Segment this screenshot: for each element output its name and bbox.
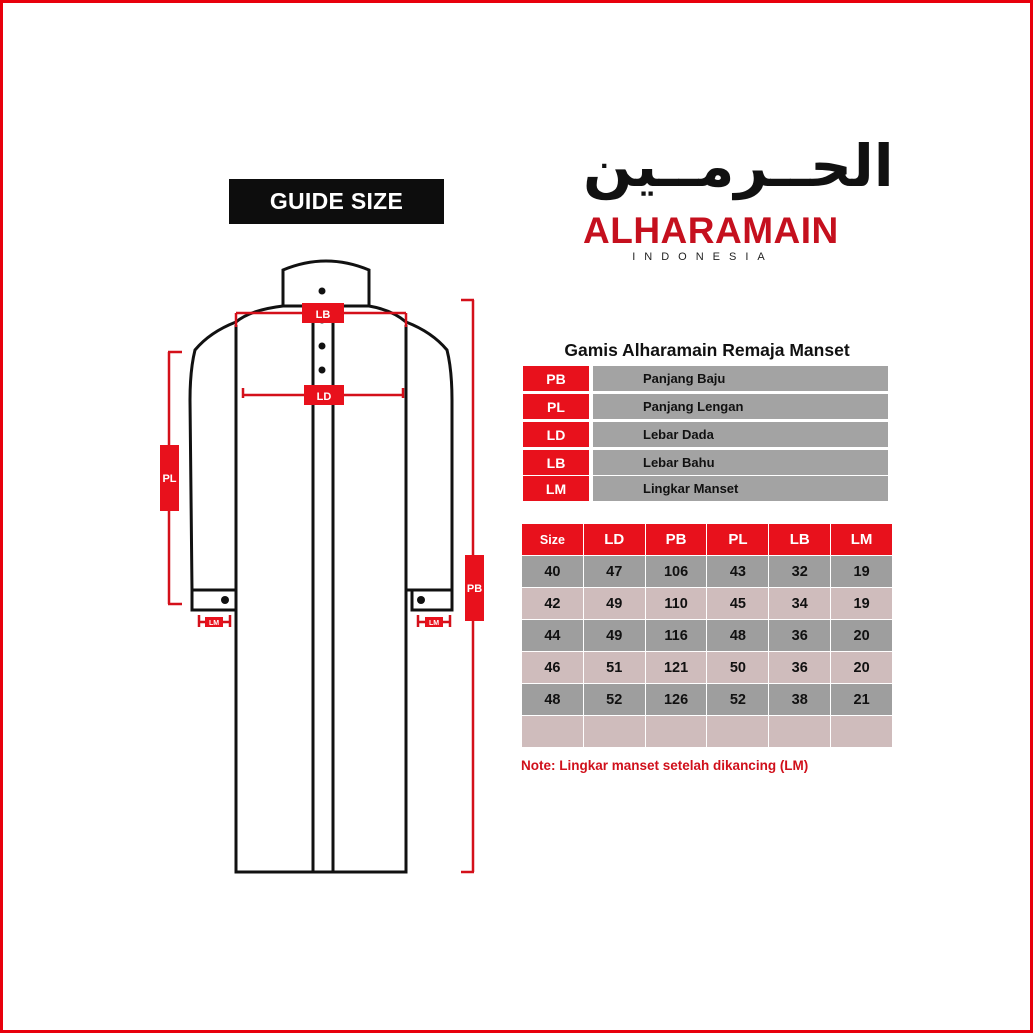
table-cell: 36 bbox=[769, 652, 831, 684]
legend-description: Lebar Dada bbox=[593, 422, 888, 447]
legend-description: Panjang Lengan bbox=[593, 394, 888, 419]
table-cell: 116 bbox=[645, 620, 707, 652]
legend-title: Gamis Alharamain Remaja Manset bbox=[564, 340, 850, 360]
size-table bbox=[521, 523, 893, 748]
size-table-header: PB bbox=[645, 524, 707, 556]
table-cell bbox=[522, 716, 584, 748]
legend-code: PL bbox=[523, 394, 589, 419]
brand-logo-arabic: الحــرمــين bbox=[583, 132, 894, 200]
table-cell: 106 bbox=[645, 556, 707, 588]
legend-description: Lebar Bahu bbox=[593, 450, 888, 475]
table-cell bbox=[583, 716, 645, 748]
brand-name: ALHARAMAIN bbox=[583, 210, 839, 251]
pl-label: PL bbox=[162, 473, 177, 485]
size-table-header: Size bbox=[522, 524, 584, 556]
legend-row bbox=[523, 476, 888, 501]
table-cell: 44 bbox=[522, 620, 584, 652]
size-table-header: LB bbox=[769, 524, 831, 556]
legend-description: Panjang Baju bbox=[593, 366, 888, 391]
legend-code: LB bbox=[523, 450, 589, 475]
table-cell: 20 bbox=[831, 620, 893, 652]
table-cell bbox=[645, 716, 707, 748]
table-cell: 121 bbox=[645, 652, 707, 684]
legend-row bbox=[523, 366, 888, 391]
table-cell: 19 bbox=[831, 588, 893, 620]
button-4 bbox=[319, 367, 326, 374]
table-row bbox=[522, 620, 893, 652]
table-cell: 21 bbox=[831, 684, 893, 716]
table-cell: 51 bbox=[583, 652, 645, 684]
table-cell: 42 bbox=[522, 588, 584, 620]
guide-size-badge: GUIDE SIZE bbox=[229, 179, 444, 224]
table-cell: 20 bbox=[831, 652, 893, 684]
table-cell: 34 bbox=[769, 588, 831, 620]
legend-code: LM bbox=[523, 476, 589, 501]
legend-code: LD bbox=[523, 422, 589, 447]
left-cuff bbox=[192, 590, 236, 610]
table-row bbox=[522, 652, 893, 684]
legend-row bbox=[523, 422, 888, 447]
table-cell: 110 bbox=[645, 588, 707, 620]
table-cell: 48 bbox=[522, 684, 584, 716]
right-cuff-button bbox=[417, 596, 425, 604]
table-cell: 43 bbox=[707, 556, 769, 588]
table-cell: 49 bbox=[583, 620, 645, 652]
legend-row bbox=[523, 394, 888, 419]
table-cell bbox=[831, 716, 893, 748]
table-cell: 48 bbox=[707, 620, 769, 652]
button-1 bbox=[319, 288, 326, 295]
table-cell: 38 bbox=[769, 684, 831, 716]
lm-right-label: LM bbox=[428, 620, 440, 627]
table-cell: 52 bbox=[583, 684, 645, 716]
table-cell: 50 bbox=[707, 652, 769, 684]
legend-row bbox=[523, 450, 888, 475]
table-cell: 36 bbox=[769, 620, 831, 652]
table-row bbox=[522, 556, 893, 588]
brand-subtitle: INDONESIA bbox=[632, 251, 774, 263]
table-cell: 45 bbox=[707, 588, 769, 620]
table-cell: 32 bbox=[769, 556, 831, 588]
size-table-header: PL bbox=[707, 524, 769, 556]
legend-code: PB bbox=[523, 366, 589, 391]
ld-label: LD bbox=[316, 391, 332, 403]
table-cell: 126 bbox=[645, 684, 707, 716]
size-table-header: LM bbox=[831, 524, 893, 556]
lm-left-label: LM bbox=[208, 620, 220, 627]
size-table-header-row bbox=[522, 524, 893, 556]
table-cell: 47 bbox=[583, 556, 645, 588]
table-cell: 46 bbox=[522, 652, 584, 684]
table-row bbox=[522, 588, 893, 620]
left-cuff-button bbox=[221, 596, 229, 604]
table-cell: 49 bbox=[583, 588, 645, 620]
table-row bbox=[522, 716, 893, 748]
size-table-header: LD bbox=[583, 524, 645, 556]
table-row bbox=[522, 684, 893, 716]
collar-outline bbox=[283, 261, 369, 306]
table-cell: 52 bbox=[707, 684, 769, 716]
legend-description: Lingkar Manset bbox=[593, 476, 888, 501]
pb-label: PB bbox=[466, 583, 483, 595]
button-3 bbox=[319, 343, 326, 350]
lb-label: LB bbox=[315, 309, 331, 321]
table-cell bbox=[769, 716, 831, 748]
table-cell bbox=[707, 716, 769, 748]
size-note: Note: Lingkar manset setelah dikancing (LM) bbox=[521, 758, 809, 773]
table-cell: 40 bbox=[522, 556, 584, 588]
table-cell: 19 bbox=[831, 556, 893, 588]
